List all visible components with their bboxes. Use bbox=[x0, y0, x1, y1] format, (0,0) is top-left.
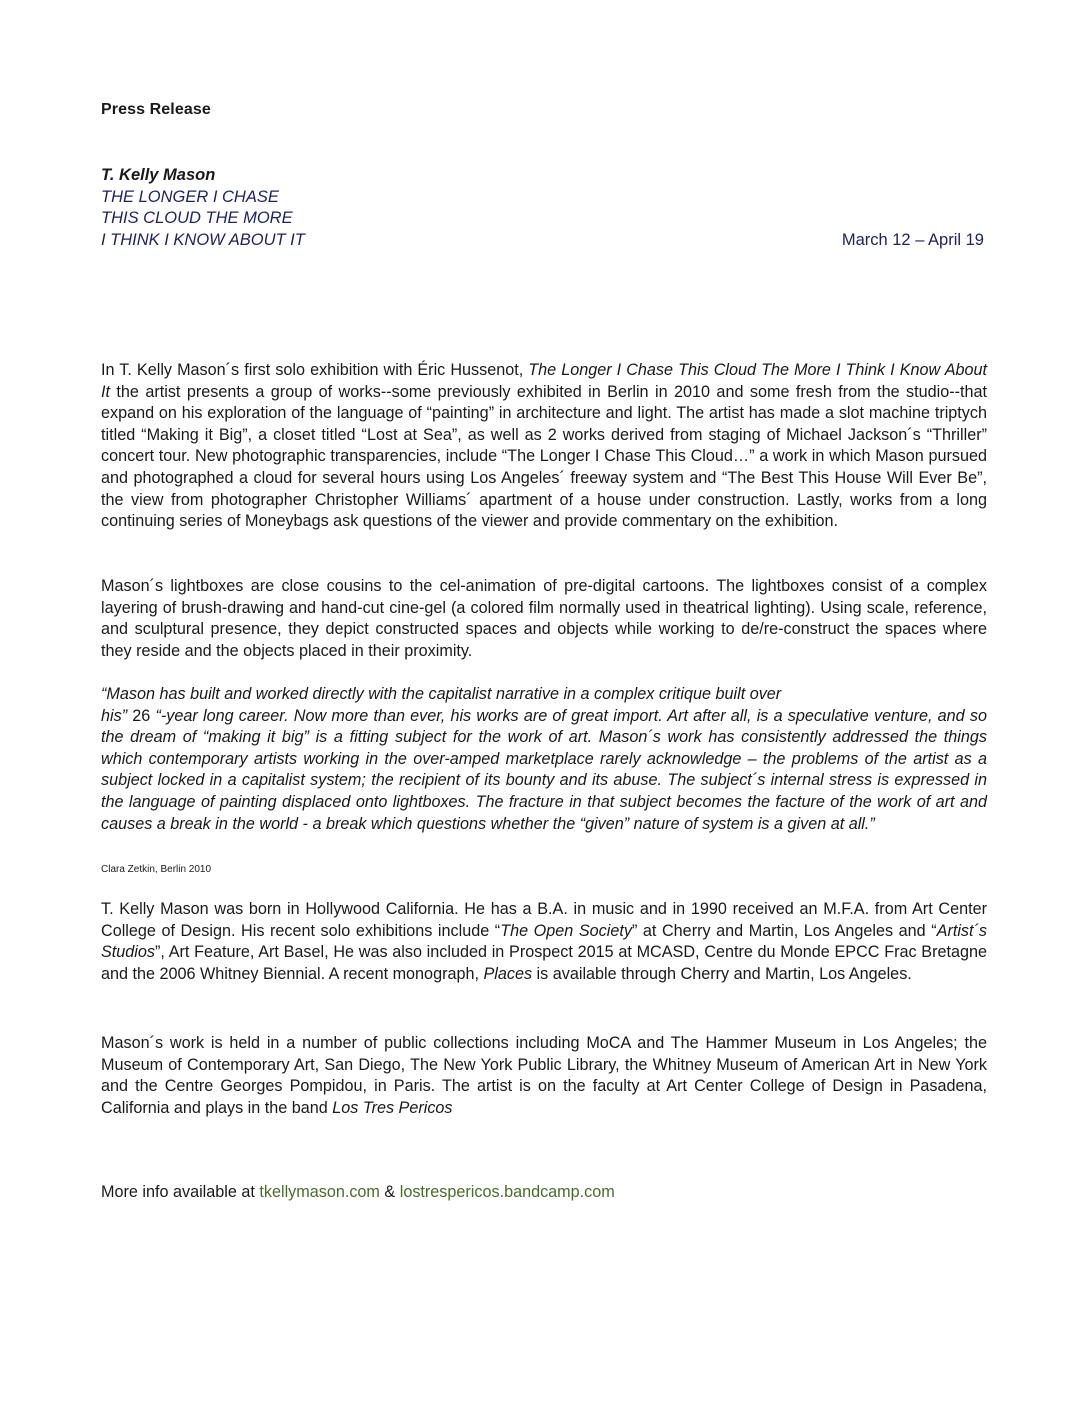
more-info-prefix: More info available at bbox=[101, 1183, 260, 1201]
more-info-line bbox=[101, 1183, 615, 1202]
exhibition-title-line-2: THIS CLOUD THE MORE bbox=[101, 209, 293, 227]
intro-text-start: In T. Kelly Mason´s first solo exhibition with Éric Hussenot, bbox=[101, 361, 529, 379]
quote-paragraph bbox=[101, 684, 987, 835]
intro-exhibition-title: The Longer I Chase This Cloud The More I Think I Know About It bbox=[101, 361, 987, 401]
collections-text: Mason´s work is held in a number of public collections including MoCA and The Hammer Museum in Los Angeles; the Museum of Contemporary Art, San Diego, The New York Public Library, the Whitney Museum of American Art in New York and the Centre Georges Pompidou, in Paris. The artist is on the faculty at Art Center College of Design in Pasadena, California and plays in the band bbox=[101, 1034, 987, 1117]
document-label: Press Release bbox=[101, 101, 211, 118]
artist-name: T. Kelly Mason bbox=[101, 166, 216, 184]
bio-text-a: T. Kelly Mason was born in Hollywood California. He has a B.A. in music and in 1990 received an M.F.A. from Art Center College of Design. His recent solo exhibitions include “ bbox=[101, 900, 987, 940]
quote-text-a: his” bbox=[101, 706, 133, 725]
biography-paragraph bbox=[101, 899, 987, 985]
quote-line-1: “Mason has built and worked directly with the capitalist narrative in a complex critique built over bbox=[101, 685, 782, 703]
bio-title-places: Places bbox=[483, 964, 533, 983]
website-link[interactable]: tkellymason.com bbox=[259, 1183, 380, 1201]
band-name: Los Tres Pericos bbox=[332, 1098, 453, 1117]
bio-title-artists-studios: Artist´s Studios bbox=[101, 921, 987, 962]
quote-text-b: “-year long career. Now more than ever, his works are of great import. Art after all, is a speculative venture, and so the dream of “making it big” is a fitting subject for the work of art. Mason´s work has consistently addressed the things which contemporary artists working in the over-amped marketplace rarely acknowledge – the problems of the artist as a subject locked in a capitalist system; the recipient of its bounty and its abuse. The subject´s internal stress is expressed in the language of painting displaced onto lightboxes. The fracture in that subject becomes the facture of the work of art and causes a break in the world - a break which questions whether the “given” nature of system is a given at all.” bbox=[101, 706, 987, 833]
exhibition-title-line-1: THE LONGER I CHASE bbox=[101, 188, 279, 206]
link-separator: & bbox=[379, 1183, 400, 1201]
bio-text-d: is available through Cherry and Martin, Los Angeles. bbox=[532, 964, 912, 983]
bio-text-b: ” at Cherry and Martin, Los Angeles and “ bbox=[631, 921, 937, 940]
bio-title-open-society: The Open Society bbox=[500, 921, 632, 940]
exhibition-title-line-3: I THINK I KNOW ABOUT IT bbox=[101, 231, 305, 249]
intro-text-rest: the artist presents a group of works--some previously exhibited in Berlin in 2010 and some fresh from the studio--that expand on his exploration of the language of “painting” in architecture and light. The artist has made a slot machine triptych titled “Making it Big”, a closet titled “Lost at Sea”, as well as 2 works derived from staging of Michael Jackson´s “Thriller” concert tour. New photographic transparencies, include “The Longer I Chase This Cloud…” a work in which Mason pursued and photographed a cloud for several hours using Los Angeles´ freeway system and “The Best This House Will Ever Be”, the view from photographer Christopher Williams´ apartment of a house under construction. Lastly, works from a long continuing series of Moneybags ask questions of the viewer and provide commentary on the exhibition. bbox=[101, 382, 987, 531]
lightbox-paragraph: Mason´s lightboxes are close cousins to the cel-animation of pre-digital cartoons. The lightboxes consist of a complex layering of brush-drawing and hand-cut cine-gel (a colored film normally used in theatrical lighting). Using scale, reference, and sculptural presence, they depict constructed spaces and objects while working to de/re-construct the spaces where they reside and the objects placed in their proximity. bbox=[101, 577, 987, 660]
bandcamp-link[interactable]: lostrespericos.bandcamp.com bbox=[399, 1183, 615, 1201]
bio-text-c: ”, Art Feature, Art Basel, He was also included in Prospect 2015 at MCASD, Centre du Monde EPCC Frac Bretagne and the 2006 Whitney Biennial. A recent monograph, bbox=[101, 943, 987, 983]
quote-credit: Clara Zetkin, Berlin 2010 bbox=[101, 864, 212, 875]
quote-number: 26 bbox=[132, 706, 151, 725]
collections-paragraph bbox=[101, 1033, 987, 1119]
exhibition-dates: March 12 – April 19 bbox=[841, 231, 984, 249]
intro-paragraph bbox=[101, 360, 987, 533]
